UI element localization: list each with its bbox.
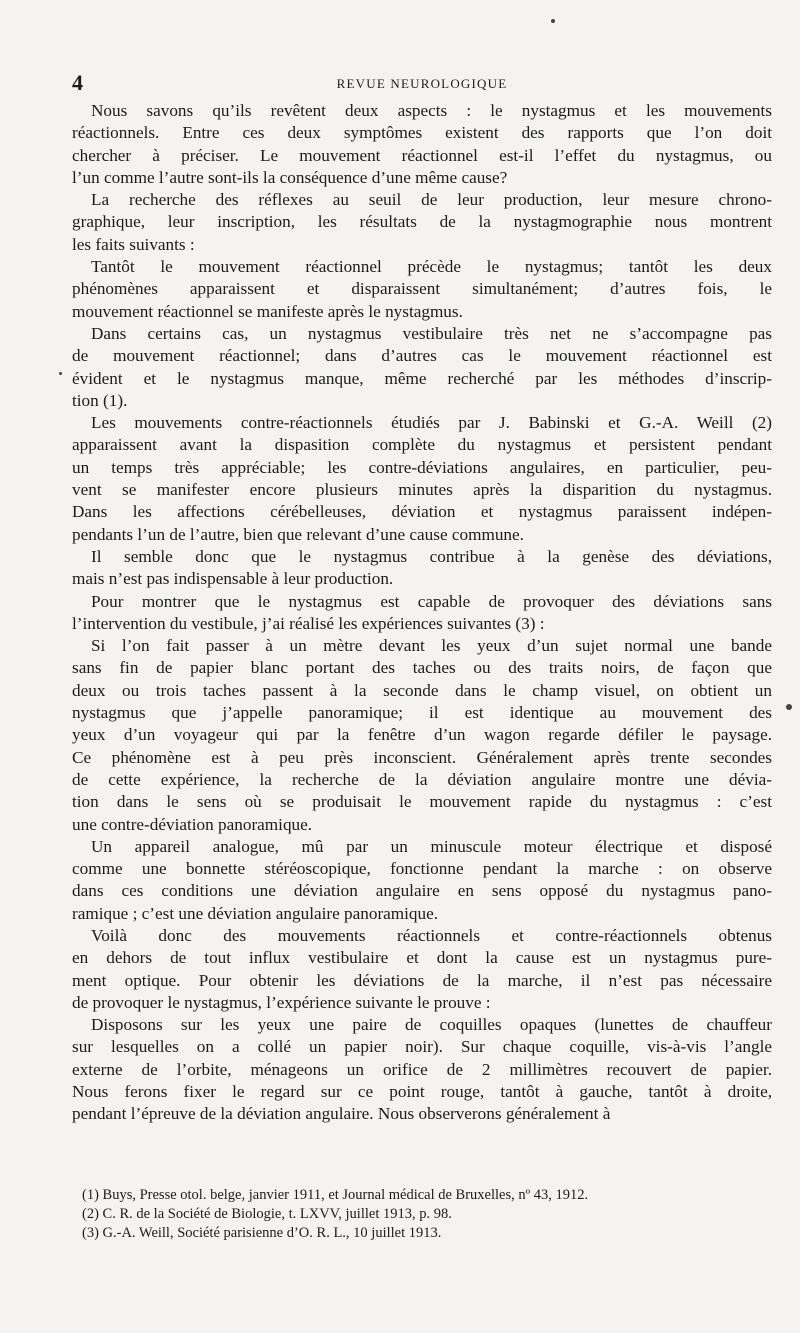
print-speck [551, 19, 555, 23]
text-line: sur lesquelles on a collé un papier noir). Sur chaque coquille, vis-à-vis l’angle [72, 1037, 772, 1057]
text-line: Disposons sur les yeux une paire de coquilles opaques (lunettes de chauffeur [91, 1015, 772, 1035]
page-number: 4 [72, 70, 83, 95]
text-line: Dans les affections cérébelleuses, déviation et nystagmus paraissent indépen- [72, 502, 772, 522]
footnotes [82, 1186, 772, 1243]
text-line: Il semble donc que le nystagmus contribue à la genèse des déviations, [91, 546, 772, 566]
footnote: (1) Buys, Presse otol. belge, janvier 1911, et Journal médical de Bruxelles, nº 43, 1912. [82, 1187, 589, 1203]
text-line: Ce phénomène est à peu près inconscient. Généralement après trente secondes [72, 747, 772, 767]
text-line: vent se manifester encore plusieurs minutes après la disparition du nystagmus. [72, 480, 772, 500]
text-line: apparaissent avant la dispasition complète du nystagmus et persistent pendant [72, 435, 772, 455]
footnote: (2) C. R. de la Société de Biologie, t. LXVV, juillet 1913, p. 98. [82, 1206, 452, 1222]
body-text [72, 100, 772, 1126]
paragraph [72, 546, 772, 591]
paragraph [72, 323, 772, 412]
text-line: mouvement réactionnel se manifeste après le nystagmus. [72, 301, 463, 321]
text-line: Un appareil analogue, mû par un minuscule moteur électrique et disposé [91, 836, 772, 856]
text-line: graphique, leur inscription, les résultats de la nystagmographie nous montrent [72, 212, 772, 232]
paragraph [72, 925, 772, 1014]
text-line: pendant l’épreuve de la déviation angulaire. Nous observerons généralement à [72, 1104, 611, 1124]
text-line: deux ou trois taches passent à la seconde dans le champ visuel, on obtient un [72, 680, 772, 700]
text-line: l’intervention du vestibule, j’ai réalisé les expériences suivantes (3) : [72, 613, 545, 633]
page-header [72, 70, 772, 94]
text-line: de provoquer le nystagmus, l’expérience suivante le prouve : [72, 992, 491, 1012]
text-line: pendants l’un de l’autre, bien que relevant d’une cause commune. [72, 524, 524, 544]
paragraph [72, 189, 772, 256]
text-line: nystagmus que j’appelle panoramique; il est identique au mouvement des [72, 703, 772, 723]
text-line: Les mouvements contre-réactionnels étudiés par J. Babinski et G.-A. Weill (2) [91, 413, 772, 433]
text-line: Si l’on fait passer à un mètre devant les yeux d’un sujet normal une bande [91, 636, 772, 656]
text-line: externe de l’orbite, ménageons un orifice de 2 millimètres recouvert de papier. [72, 1059, 772, 1079]
paragraph [72, 1014, 772, 1125]
text-line: de cette expérience, la recherche de la déviation angulaire montre une dévia- [72, 769, 772, 789]
text-line: Nous ferons fixer le regard sur ce point rouge, tantôt à gauche, tantôt à droite, [72, 1082, 772, 1102]
text-line: chercher à préciser. Le mouvement réactionnel est-il l’effet du nystagmus, ou [72, 145, 772, 165]
paragraph [72, 412, 772, 546]
text-line: les faits suivants : [72, 234, 195, 254]
text-line: Pour montrer que le nystagmus est capable de provoquer des déviations sans [91, 591, 772, 611]
running-title: REVUE NEUROLOGIQUE [336, 76, 508, 91]
text-line: mais n’est pas indispensable à leur production. [72, 569, 394, 589]
text-line: tion (1). [72, 390, 128, 410]
text-line: dans ces conditions une déviation angulaire en sens opposé du nystagmus pano- [72, 881, 772, 901]
text-line: évident et le nystagmus manque, même recherché par les méthodes d’inscrip- [72, 368, 772, 388]
text-line: réactionnels. Entre ces deux symptômes existent des rapports que l’on doit [72, 123, 772, 143]
text-line: sans fin de papier blanc portant des taches ou des traits noirs, de façon que [72, 658, 772, 678]
text-line: Dans certains cas, un nystagmus vestibulaire très net ne s’accompagne pas [91, 323, 772, 343]
text-line: yeux d’un voyageur qui par la fenêtre d’un wagon regarde défiler le paysage. [72, 725, 772, 745]
text-line: un temps très appréciable; les contre-déviations angulaires, en particulier, peu- [72, 457, 772, 477]
text-line: tion dans le sens où se produisait le mouvement rapide du nystagmus : c’est [72, 792, 772, 812]
text-line: phénomènes apparaissent et disparaissent simultanément; d’autres fois, le [72, 279, 772, 299]
text-line: de mouvement réactionnel; dans d’autres cas le mouvement réactionnel est [72, 346, 772, 366]
print-speck [59, 372, 62, 375]
text-line: comme une bonnette stéréoscopique, fonctionne pendant la marche : on observe [72, 859, 772, 879]
paragraph [72, 591, 772, 636]
paragraph [72, 100, 772, 189]
text-line: La recherche des réflexes au seuil de leur production, leur mesure chrono- [91, 190, 772, 210]
paragraph [72, 836, 772, 925]
text-line: Voilà donc des mouvements réactionnels et contre-réactionnels obtenus [91, 925, 772, 945]
print-speck [786, 704, 792, 710]
paragraph [72, 635, 772, 836]
text-line: ment optique. Pour obtenir les déviations de la marche, il n’est pas nécessaire [72, 970, 772, 990]
text-line: une contre-déviation panoramique. [72, 814, 313, 834]
footnote: (3) G.-A. Weill, Société parisienne d’O. R. L., 10 juillet 1913. [82, 1225, 442, 1241]
text-line: Tantôt le mouvement réactionnel précède le nystagmus; tantôt les deux [91, 257, 772, 277]
text-line: ramique ; c’est une déviation angulaire panoramique. [72, 903, 439, 923]
text-line: en dehors de tout influx vestibulaire et dont la cause est un nystagmus pure- [72, 948, 772, 968]
paragraph [72, 256, 772, 323]
text-line: Nous savons qu’ils revêtent deux aspects : le nystagmus et les mouvements [91, 101, 772, 120]
text-line: l’un comme l’autre sont-ils la conséquence d’une même cause? [72, 167, 508, 187]
